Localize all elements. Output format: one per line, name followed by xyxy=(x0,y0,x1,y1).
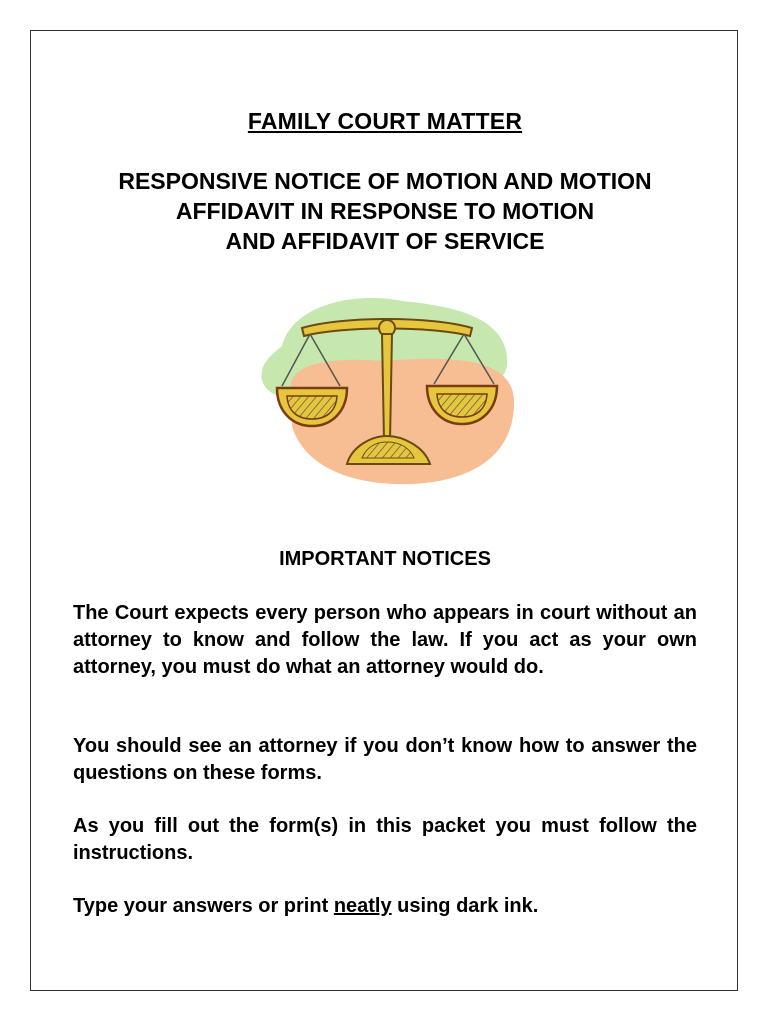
subtitle-line: RESPONSIVE NOTICE OF MOTION AND MOTION xyxy=(118,168,652,194)
notice-text: Type your answers or print xyxy=(73,895,334,917)
notice-paragraph: The Court expects every person who appears in court without an attorney to know and follow the law. If you act as your own attorney, you must do what an attorney would do. xyxy=(73,602,697,678)
page-title: FAMILY COURT MATTER xyxy=(247,108,523,134)
subtitle-line: AND AFFIDAVIT OF SERVICE xyxy=(225,228,545,254)
notice-text: using dark ink. xyxy=(391,895,539,917)
notice-paragraph: You should see an attorney if you don’t know how to answer the questions on these forms. xyxy=(73,735,697,784)
scales-of-justice-icon xyxy=(252,286,522,496)
notices-heading: IMPORTANT NOTICES xyxy=(279,548,491,570)
notice-paragraph-ink xyxy=(73,893,697,920)
emphasis-neatly: neatly xyxy=(333,895,392,917)
subtitle-line: AFFIDAVIT IN RESPONSE TO MOTION xyxy=(175,198,595,224)
notice-paragraph: As you fill out the form(s) in this packet you must follow the instructions. xyxy=(73,815,697,864)
document-subtitle xyxy=(0,166,770,256)
